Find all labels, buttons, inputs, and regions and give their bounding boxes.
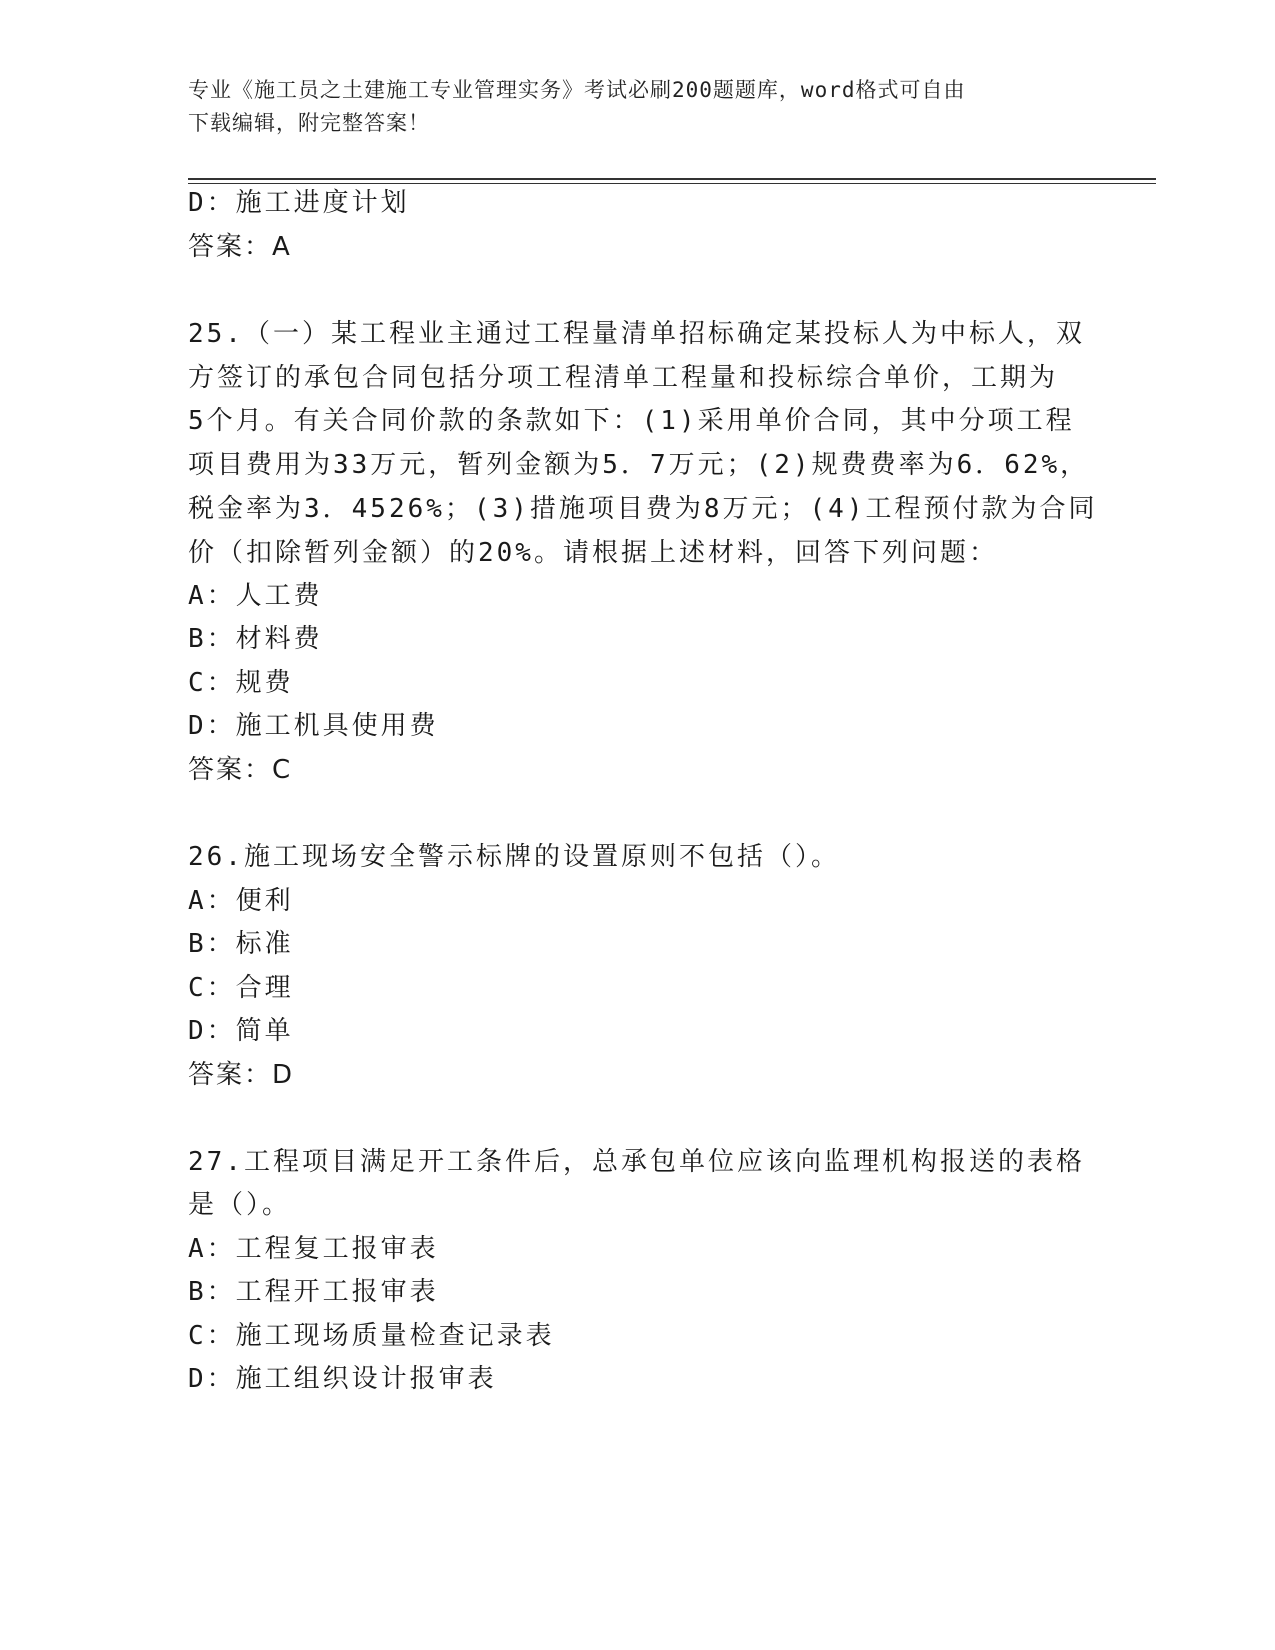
q25-option-d: D：施工机具使用费 xyxy=(188,711,439,741)
q25-option-b: B：材料费 xyxy=(188,624,323,654)
q25-option-c: C：规费 xyxy=(188,668,294,698)
page-header xyxy=(188,74,1088,140)
q26-option-c: C：合理 xyxy=(188,973,294,1003)
q25-stem-line: 25.（一）某工程业主通过工程量清单招标确定某投标人为中标人，双 xyxy=(188,319,1085,349)
q25-stem-line: 税金率为3．4526%；(3)措施项目费为8万元；(4)工程预付款为合同 xyxy=(188,494,1098,524)
q27-option-a: A：工程复工报审表 xyxy=(188,1234,439,1264)
q27-stem-line: 27.工程项目满足开工条件后，总承包单位应该向监理机构报送的表格 xyxy=(188,1147,1085,1177)
q26-option-b: B：标准 xyxy=(188,929,294,959)
q25-answer: 答案：C xyxy=(188,755,293,785)
q27-option-c: C：施工现场质量检查记录表 xyxy=(188,1321,555,1351)
q25-stem-line: 方签订的承包合同包括分项工程清单工程量和投标综合单价，工期为 xyxy=(188,363,1059,393)
q26-answer: 答案：D xyxy=(188,1060,295,1090)
prev-answer: 答案：A xyxy=(188,232,292,262)
prev-option-d: D：施工进度计划 xyxy=(188,188,410,218)
q25-stem-line: 5个月。有关合同价款的条款如下：(1)采用单价合同，其中分项工程 xyxy=(188,406,1075,436)
q26-option-d: D：简单 xyxy=(188,1016,294,1046)
q25-option-a: A：人工费 xyxy=(188,581,323,611)
q26-option-a: A：便利 xyxy=(188,886,294,916)
header-line-1: 专业《施工员之土建施工专业管理实务》考试必刷200题题库，word格式可自由 xyxy=(188,78,966,102)
q25-stem-line: 项目费用为33万元，暂列金额为5．7万元；(2)规费费率为6．62%， xyxy=(188,450,1090,480)
q26-stem-line: 26.施工现场安全警示标牌的设置原则不包括（）。 xyxy=(188,842,840,872)
header-rule-thin xyxy=(188,183,1156,184)
q27-option-b: B：工程开工报审表 xyxy=(188,1277,439,1307)
header-rule-thick xyxy=(188,178,1156,180)
header-line-2: 下载编辑，附完整答案！ xyxy=(188,111,430,135)
q25-stem-line: 价（扣除暂列金额）的20%。请根据上述材料，回答下列问题： xyxy=(188,538,998,568)
q27-stem-line: 是（）。 xyxy=(188,1190,292,1220)
q27-option-d: D：施工组织设计报审表 xyxy=(188,1364,497,1394)
